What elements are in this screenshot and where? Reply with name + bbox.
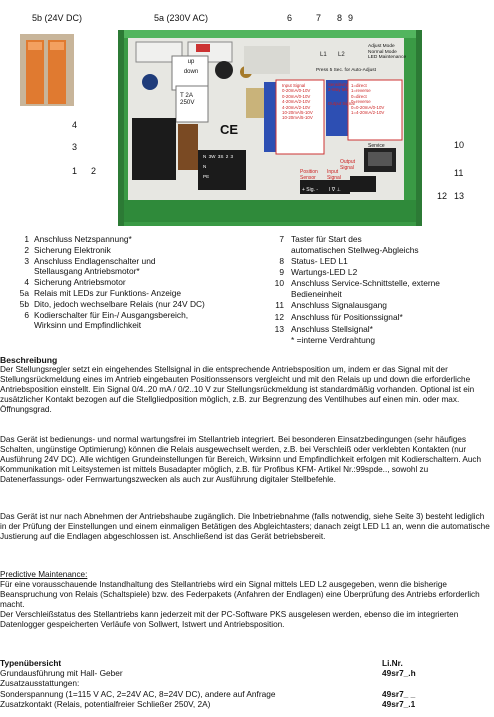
mode-legend: Adjust Mode Normal Mode LED Maintenance — [368, 44, 407, 61]
table-heading-code: Li.Nr. — [382, 658, 403, 668]
callout-8: 8 — [337, 13, 343, 23]
paragraph: Das Gerät ist nur nach Abnehmen der Antriebshaube zugänglich. Die Inbetriebnahme (falls notwendig, siehe Seite 3) besteht lediglich in der Prüfung der Einstellungen und einem einmaligen Betätigen des Abgleichtasters; danach zeigt LED L1 an, wenn die automatische Justierung auf die Endlagen abgeschlossen ist. Anschließend ist das Gerät betriebsbereit. — [0, 512, 490, 542]
callout-5b: 5b (24V DC) — [32, 13, 83, 23]
callout-13: 13 — [454, 191, 465, 201]
callout-9: 9 — [348, 13, 354, 23]
callout-6: 6 — [287, 13, 293, 23]
legend-left: 1 Anschluss Netzspannung* 2 Sicherung Elektronik 3 Anschluss Endlagenschalter und Stellausgang Antriebsmotor* 4 Sicherung Antriebsmotor 5a Relais mit LEDs zur Funktions- Anzeige 5b Dito, jedoch wechselbare Relais (nur 24V DC) 6 Kodierschalter für Ein-/ Ausgangsbereich, Wirksinn und Empfindlichkeit — [19, 234, 205, 330]
press-note: Press 5 Sec. for Auto-Adjust — [316, 68, 376, 73]
input-signal-label: Input Signal — [327, 169, 341, 181]
callout-12: 12 — [437, 191, 448, 201]
sig-terminal-label: + Sig. - — [302, 187, 318, 193]
product-photo — [0, 0, 494, 232]
service-label: Service — [368, 143, 385, 149]
section-heading: Predictive Maintenance: — [0, 570, 88, 579]
relay-indicator: up down — [183, 59, 199, 75]
section-heading: Beschreibung — [0, 355, 58, 365]
table-row: Grundausführung mit Hall- Geber 49sr7_.h — [0, 668, 416, 679]
led-l2: L2 — [338, 52, 345, 58]
callout-5a: 5a (230V AC) — [154, 13, 209, 23]
table-row: Sonderspannung (1=115 V AC, 2=24V AC, 8=24V DC), andere auf Anfrage 49sr7_ _ — [0, 688, 416, 699]
predictive-section — [0, 570, 492, 631]
terminal-row: N 3W 3S 2 3 N PE — [203, 154, 234, 179]
callout-10: 10 — [454, 140, 465, 150]
table-header-row — [0, 658, 492, 668]
io-terminal-label: I ∇ ⊥ — [329, 187, 341, 193]
callout-1: 1 — [72, 166, 78, 176]
paragraph: Der Verschleißstatus des Stellantriebs kann jederzeit mit der PC-Software PKS ausgelesen werden, ebenso die im integrierten Datenlogger gespeicherten Verläufe von Sollwert, Istwert und Antriebsposition. — [0, 610, 459, 630]
callout-2: 2 — [91, 166, 97, 176]
description-paragraph-3 — [0, 512, 492, 542]
callout-7: 7 — [316, 13, 322, 23]
description-section — [0, 355, 492, 416]
sensitivity-table: Input Signal 0-20mA/0-10V 0-20mA/0-10V 4-20mA/2-10V 4-20mA/2-10V 10-20mA/5-10V 10-20mA/5-10V — [282, 83, 313, 121]
paragraph: Das Gerät ist bedienungs- und normal wartungsfrei im Stellantrieb integriert. Bei besonderen Einsatzbedingungen (sehr häufiges Schalten, ungünstige Optimierung) können die Relais ausgewechselt werden, z.B. bei Verschleiß oder verklebten Kontakten (nur Ausführung 24V DC). Alle wichtigen Grundeinstellungen für Bereich, Wirksinn und Empfindlichkeit erfolgen mit Kodierschaltern. Auch Kommunikation mit Leitsystemen ist mittels Busadapter möglich, z.B. für Profibus KFM- Artikel Nr.:99spde.., sowohl zu Datenerfassungs- oder Fernwartungszwecken als auch zur Ausführung digitaler Stellbefehle. — [0, 435, 482, 485]
circuit-board-image — [0, 0, 494, 232]
callout-3: 3 — [72, 142, 78, 152]
table-row: Zusatzausstattungen: — [0, 678, 80, 689]
paragraph: Der Stellungsregler setzt ein eingehendes Stellsignal in die entsprechende Antriebsposition um, indem er das Signal mit der Stellungsrückmeldung eines im Antrieb eingebauten Positionssensors vergleicht und mit den Relais up und down die erforderliche Antriebsposition einstellt. Ein Signal 0/4..20 mA / 0/2..10 V zur Stellungsrückmeldung ist standardmäßig vorhanden. Optional ist ein zusätzlicher Kontakt bezogen auf die Stellgliedposition möglich, z.B. zur Begrenzung des Ventilhubes auf einen min. oder max. Öffnungsgrad. — [0, 365, 475, 415]
callout-11: 11 — [454, 168, 464, 178]
direction-table: 1=direct 1=reverse 0=direct 0=reverse 0=0-20mA/0-10V 1=4-20mA/2-10V — [351, 83, 385, 116]
table-row: Zusatzkontakt (Relais, potentialfreier Schließer 250V, 2A) 49sr7_.1 — [0, 698, 416, 709]
fuse-label: T 2A 250V — [180, 92, 195, 106]
output-signal-label: Output Signal — [340, 159, 356, 171]
mode-table: Sensitivity 3-Way Mix Output Signal — [328, 82, 355, 106]
type-overview-table — [0, 658, 492, 709]
legend-right: 7 Taster für Start des automatischen Stellweg-Abgleichs 8 Status- LED L1 9 Wartungs-LED L2 10 Anschluss Service-Schnittstelle, externe Bedieneinheit 11 Anschluss Signalausgang 12 Anschluss für Positionssignal* 13 Anschluss Stellsignal* * =interne Verdrahtung — [274, 234, 440, 345]
description-paragraph-2 — [0, 435, 492, 485]
paragraph: Für eine vorausschauende Instandhaltung des Stellantriebs wird ein Signal mittels LED L2 ausgegeben, wenn die bisherige Beanspruchung von Relais (Schaltspiele) bzw. des Federpakets (Anfahren der Endlagen) eine Überprüfung des Antriebs erforderlich macht. — [0, 580, 480, 610]
position-sensor-label: Position Sensor — [300, 169, 318, 181]
callout-4: 4 — [72, 120, 78, 130]
table-heading: Typenübersicht — [0, 658, 62, 668]
led-l1: L1 — [320, 52, 327, 58]
ce-mark: CE — [220, 122, 239, 137]
